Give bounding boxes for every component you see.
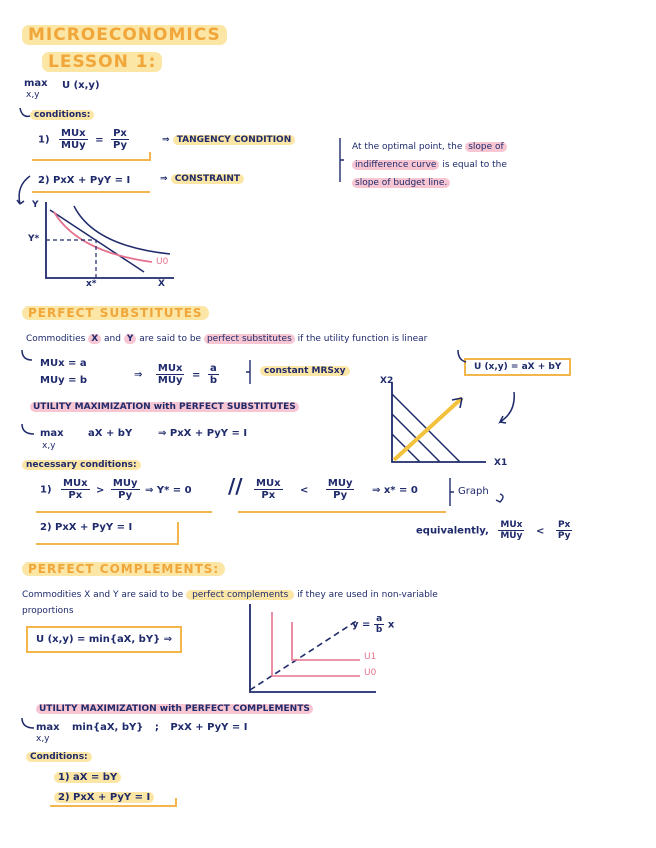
frac-den: b — [209, 375, 217, 386]
frac-num: MUx — [59, 128, 88, 140]
complements-heading: PERFECT COMPLEMENTS: — [22, 562, 225, 576]
necessary-label: necessary conditions: — [22, 460, 141, 470]
substitutes-utility-box: U (x,y) = aX + bY — [464, 358, 571, 376]
frac-den: MUy — [61, 140, 86, 151]
complements-utility-box: U (x,y) = min{aX, bY} ⇒ — [26, 626, 182, 653]
constraint-text: PxX + PyY = I — [169, 428, 248, 439]
frac-den: Py — [557, 531, 571, 541]
frac-num: MUx — [63, 478, 88, 489]
constant-text: constant MRSxy — [260, 366, 350, 376]
note-text: is equal to the — [442, 160, 507, 170]
tangency-text: TANGENCY CONDITION — [173, 135, 296, 145]
graph1-xstar: x* — [86, 279, 97, 289]
conditions-label: conditions: — [30, 110, 94, 120]
subs-um-title: UTILITY MAXIMIZATION with PERFECT SUBSTITUTES — [30, 402, 299, 412]
graph-word: Graph — [458, 486, 489, 497]
objective-text: min{aX, bY} — [72, 722, 144, 733]
frac-den: Py — [118, 490, 133, 501]
equals: = — [191, 369, 201, 381]
cc2-text: 2) PxX + PyY = I — [54, 792, 154, 803]
nc1-num: 1) — [40, 484, 52, 496]
frac-den: Py — [112, 140, 128, 151]
note-highlight: indifference curve — [352, 160, 439, 170]
ray-x: x — [387, 619, 395, 631]
graph1-ystar: Y* — [28, 234, 40, 244]
def-text: Commodities X and Y are said to be — [22, 590, 184, 600]
def-y: Y — [124, 334, 137, 344]
arrow-icon: ⇒ — [158, 428, 167, 439]
title-text: MICROECONOMICS — [28, 25, 221, 45]
frac-den: Px — [261, 490, 276, 501]
semicolon: ; — [154, 722, 159, 733]
c1-num: 1) — [38, 134, 50, 146]
subs-max-sub: x,y — [42, 441, 56, 451]
comp-max: max — [36, 722, 60, 733]
def-text: and — [104, 334, 121, 344]
equiv-text: equivalently, — [416, 525, 489, 537]
frac-den: b — [375, 625, 383, 635]
def-text: are said to be — [139, 334, 202, 344]
frac-num: MUx — [498, 520, 524, 531]
result-text: ⇒ Y* = 0 — [144, 484, 192, 496]
frac-num: a — [374, 614, 384, 625]
constraint-text: CONSTRAINT — [171, 174, 244, 184]
utility-function: U (x,y) — [62, 80, 100, 91]
subs-objective: aX + bY — [88, 428, 133, 439]
substitutes-heading: PERFECT SUBSTITUTES — [22, 306, 209, 320]
frac-num: MUy — [327, 478, 353, 489]
less-than: < — [300, 484, 309, 496]
frac-num: Px — [556, 520, 573, 531]
lesson-text: LESSON 1: — [48, 52, 157, 72]
less-than: < — [535, 525, 545, 537]
frac-den: Px — [68, 490, 83, 501]
arrow-icon: ⇒ — [134, 369, 143, 381]
equals: = — [95, 134, 104, 146]
subs-graph-x-label: X1 — [494, 458, 508, 468]
condition-2: 2) PxX + PyY = I — [38, 175, 131, 186]
frac-den: Py — [333, 490, 348, 501]
separator: // — [228, 474, 243, 498]
comp-max-sub: x,y — [36, 734, 50, 744]
result-text: ⇒ x* = 0 — [371, 484, 418, 496]
greater-than: > — [96, 484, 105, 496]
subs-max: max — [40, 428, 64, 439]
def-text: if the utility function is linear — [297, 334, 428, 344]
muy-line: MUy = b — [40, 375, 88, 386]
def-term: perfect substitutes — [204, 334, 295, 344]
def-text: Commodities — [26, 334, 86, 344]
max-word: max — [24, 78, 48, 89]
frac-den: MUy — [157, 375, 183, 386]
note-highlight: slope of — [465, 142, 506, 152]
nec-cond-2: 2) PxX + PyY = I — [40, 522, 133, 533]
frac-den: MUy — [500, 531, 523, 541]
mux-line: MUx = a — [40, 358, 87, 369]
graph1-x-label: X — [158, 279, 165, 289]
constraint-text: PxX + PyY = I — [170, 722, 248, 733]
max-sub: x,y — [26, 90, 40, 100]
def-text: if they are used in non-variable — [297, 590, 438, 600]
graph1-y-label: Y — [32, 200, 39, 210]
u0-label: U0 — [364, 668, 377, 678]
complements-definition-2: proportions — [22, 606, 74, 616]
cc1-text: 1) aX = bY — [54, 772, 121, 783]
comp-um-title: UTILITY MAXIMIZATION with PERFECT COMPLEMENTS — [36, 704, 313, 714]
ray-text: y = — [352, 619, 371, 631]
def-term: perfect complements — [186, 590, 294, 600]
comp-conditions-label: Conditions: — [26, 752, 92, 762]
frac-num: a — [208, 363, 219, 375]
graph1-curve-label: U0 — [156, 257, 169, 267]
subs-graph-y-label: X2 — [380, 376, 394, 386]
frac-num: Px — [111, 128, 129, 140]
note-highlight: slope of budget line. — [352, 178, 450, 188]
def-x: X — [88, 334, 101, 344]
frac-num: MUx — [256, 478, 281, 489]
arrow-icon: ⇒ — [160, 174, 168, 184]
frac-num: MUy — [112, 478, 138, 489]
u1-label: U1 — [364, 652, 377, 662]
note-text: At the optimal point, the — [352, 142, 463, 152]
frac-num: MUx — [156, 363, 185, 375]
arrow-icon: ⇒ — [162, 135, 170, 145]
